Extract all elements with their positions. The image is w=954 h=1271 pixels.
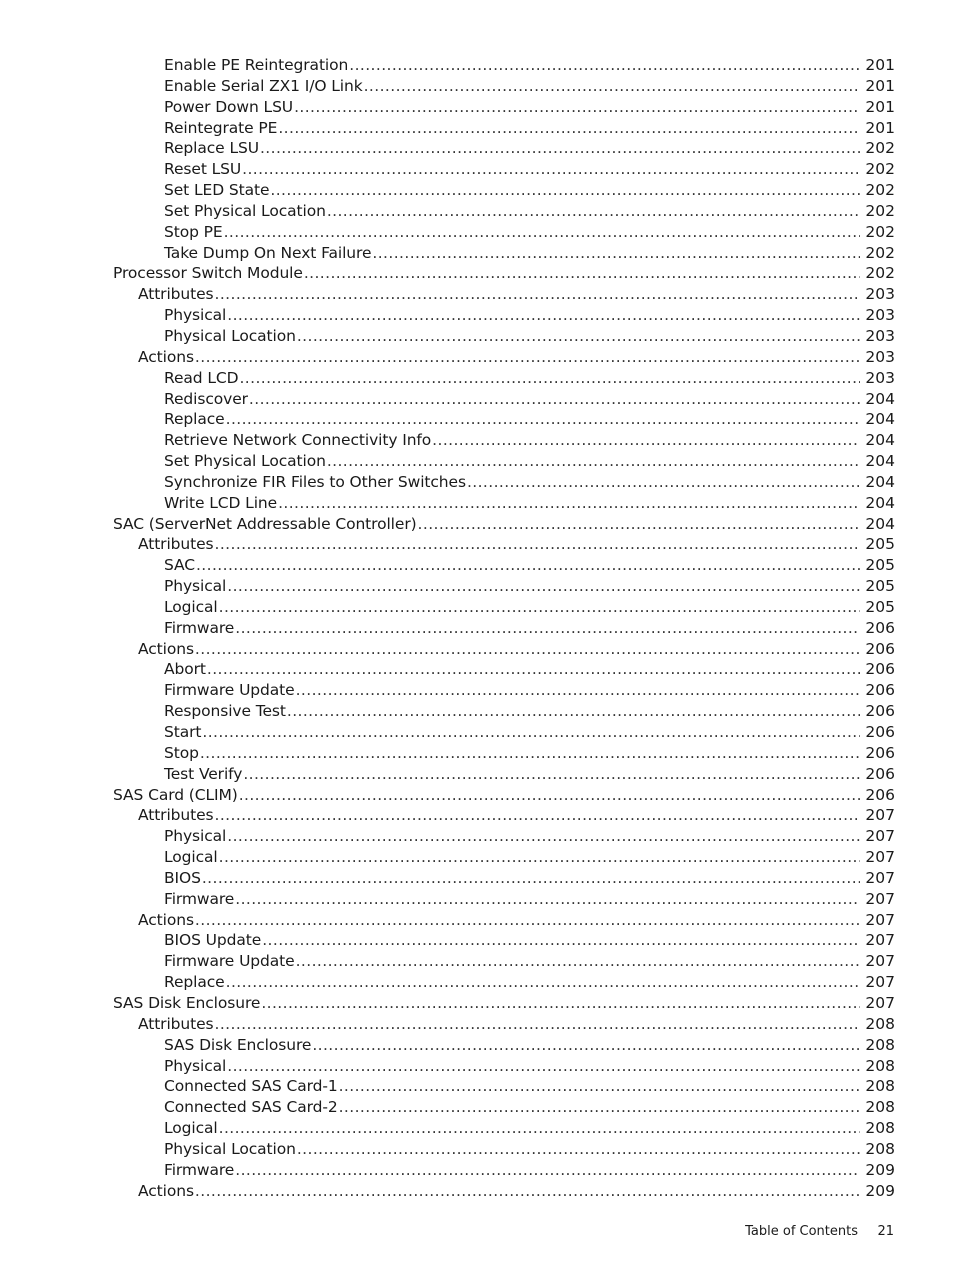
toc-entry-title: Set LED State <box>164 181 270 200</box>
toc-entry[interactable] <box>0 118 954 139</box>
toc-entry[interactable] <box>0 472 954 493</box>
toc-entry-page: 202 <box>865 139 895 158</box>
toc-entry[interactable] <box>0 659 954 680</box>
toc-entry-title: Logical <box>164 597 218 616</box>
toc-entry-title: Test Verify <box>164 764 243 783</box>
dot-leader <box>235 1160 860 1181</box>
toc-entry[interactable] <box>0 180 954 201</box>
toc-entry-page: 207 <box>865 993 895 1012</box>
toc-entry-page: 208 <box>865 1014 895 1033</box>
dot-leader <box>297 1139 860 1160</box>
dot-leader <box>239 368 860 389</box>
toc-entry-title: Rediscover <box>164 389 248 408</box>
dot-leader <box>239 785 860 806</box>
dot-leader <box>227 305 860 326</box>
dot-leader <box>312 1035 860 1056</box>
dot-leader <box>242 159 860 180</box>
toc-entry[interactable] <box>0 1097 954 1118</box>
toc-entry[interactable] <box>0 951 954 972</box>
toc-entry[interactable] <box>0 138 954 159</box>
dot-leader <box>339 1097 860 1118</box>
dot-leader <box>364 76 860 97</box>
toc-entry-page: 207 <box>865 868 895 887</box>
dot-leader <box>278 493 860 514</box>
toc-entry-title: Write LCD Line <box>164 493 278 512</box>
toc-entry[interactable] <box>0 639 954 660</box>
toc-entry[interactable] <box>0 389 954 410</box>
toc-entry[interactable] <box>0 1160 954 1181</box>
toc-entry-title: Physical Location <box>164 326 296 345</box>
toc-entry[interactable] <box>0 97 954 118</box>
toc-entry-page: 206 <box>865 681 895 700</box>
toc-entry-title: BIOS <box>164 868 201 887</box>
toc-entry-page: 209 <box>865 1160 895 1179</box>
toc-entry-title: Reintegrate PE <box>164 118 278 137</box>
toc-entry-page: 205 <box>865 535 895 554</box>
toc-entry[interactable] <box>0 493 954 514</box>
toc-entry-title: Attributes <box>138 535 214 554</box>
toc-entry-title: Read LCD <box>164 368 239 387</box>
toc-entry-title: Replace LSU <box>164 139 259 158</box>
dot-leader <box>227 826 860 847</box>
toc-entry-page: 206 <box>865 723 895 741</box>
toc-entry-title: Physical <box>164 306 227 325</box>
toc-entry-title: Firmware Update <box>164 952 295 971</box>
toc-entry-title: Set Physical Location <box>164 452 326 471</box>
toc-entry-page: 207 <box>865 806 895 825</box>
toc-entry-page: 206 <box>865 743 895 762</box>
toc-entry-page: 202 <box>865 264 895 283</box>
toc-entry-page: 207 <box>865 931 895 950</box>
toc-entry-page: 207 <box>865 973 895 992</box>
dot-leader <box>215 1014 860 1035</box>
dot-leader <box>207 659 860 680</box>
toc-entry-title: Replace <box>164 410 225 429</box>
toc-entry[interactable] <box>0 555 954 576</box>
toc-entry-page: 201 <box>865 97 895 116</box>
toc-entry-title: Physical <box>164 577 227 596</box>
toc-entry[interactable] <box>0 1076 954 1097</box>
dot-leader <box>294 97 860 118</box>
dot-leader <box>262 930 860 951</box>
dot-leader <box>215 534 860 555</box>
toc-entry[interactable] <box>0 76 954 97</box>
dot-leader <box>200 743 860 764</box>
dot-leader <box>297 326 860 347</box>
dot-leader <box>287 701 860 722</box>
toc-entry-page: 205 <box>865 597 895 616</box>
toc-entry[interactable] <box>0 868 954 889</box>
dot-leader <box>270 180 860 201</box>
dot-leader <box>227 1056 860 1077</box>
toc-entry-page: 208 <box>865 1098 895 1117</box>
dot-leader <box>432 430 860 451</box>
toc-entry-title: Firmware <box>164 889 235 908</box>
dot-leader <box>296 680 860 701</box>
toc-entry-title: Logical <box>164 1119 218 1138</box>
toc-entry[interactable] <box>0 930 954 951</box>
toc-entry-title: SAS Card (CLIM) <box>113 785 238 804</box>
toc-entry-page: 201 <box>865 56 895 74</box>
dot-leader <box>304 263 860 284</box>
toc-entry-page: 206 <box>865 702 895 721</box>
toc-entry-title: Synchronize FIR Files to Other Switches <box>164 472 466 491</box>
toc-entry-page: 206 <box>865 639 895 658</box>
toc-entry-title: Processor Switch Module <box>113 264 303 283</box>
toc-entry-page: 202 <box>865 201 895 220</box>
toc-entry[interactable] <box>0 451 954 472</box>
toc-entry-title: Physical Location <box>164 1139 296 1158</box>
toc-entry-page: 203 <box>865 347 895 366</box>
toc-entry-page: 207 <box>865 952 895 971</box>
dot-leader <box>235 618 860 639</box>
toc-entry-title: Firmware <box>164 1160 235 1179</box>
toc-entry[interactable] <box>0 305 954 326</box>
dot-leader <box>224 222 860 243</box>
toc-entry[interactable] <box>0 263 954 284</box>
toc-entry-page: 203 <box>865 306 895 325</box>
toc-entry-title: Power Down LSU <box>164 97 294 116</box>
dot-leader <box>296 951 860 972</box>
toc-entry[interactable] <box>0 1181 954 1202</box>
dot-leader <box>327 201 860 222</box>
toc-entry-title: Replace <box>164 973 225 992</box>
toc-entry[interactable] <box>0 284 954 305</box>
footer-page-number: 21 <box>877 1224 894 1239</box>
dot-leader <box>372 243 860 264</box>
dot-leader <box>339 1076 860 1097</box>
toc-entry-title: Reset LSU <box>164 160 242 179</box>
toc-entry-title: Actions <box>138 347 194 366</box>
dot-leader <box>467 472 860 493</box>
toc-entry-title: Attributes <box>138 1014 214 1033</box>
toc-entry-title: BIOS Update <box>164 931 262 950</box>
toc-entry-page: 204 <box>865 389 895 408</box>
toc-entry-page: 204 <box>865 493 895 512</box>
toc-entry[interactable] <box>0 1035 954 1056</box>
toc-entry-title: SAC <box>164 556 195 575</box>
toc-entry-title: Actions <box>138 910 194 929</box>
toc-entry-page: 201 <box>865 118 895 137</box>
toc-entry-page: 206 <box>865 764 895 783</box>
toc-entry-title: Retrieve Network Connectivity Info <box>164 431 432 450</box>
dot-leader <box>202 722 860 743</box>
toc-entry[interactable] <box>0 847 954 868</box>
toc-entry[interactable] <box>0 701 954 722</box>
toc-entry-page: 203 <box>865 285 895 304</box>
toc-entry-page: 201 <box>865 76 895 95</box>
toc-entry-page: 204 <box>865 514 895 533</box>
toc-entry[interactable] <box>0 785 954 806</box>
toc-entry-page: 202 <box>865 160 895 179</box>
toc-entry-page: 207 <box>865 827 895 846</box>
table-of-contents <box>0 55 954 1201</box>
toc-entry[interactable] <box>0 1118 954 1139</box>
toc-entry-page: 202 <box>865 222 895 241</box>
toc-entry-title: Start <box>164 723 202 741</box>
toc-entry[interactable] <box>0 368 954 389</box>
toc-entry-title: Attributes <box>138 806 214 825</box>
dot-leader <box>195 910 860 931</box>
dot-leader <box>227 576 860 597</box>
toc-entry-page: 208 <box>865 1139 895 1158</box>
toc-entry-title: Physical <box>164 1056 227 1075</box>
toc-entry-page: 204 <box>865 472 895 491</box>
toc-entry-title: Logical <box>164 848 218 867</box>
toc-entry[interactable] <box>0 347 954 368</box>
toc-entry-page: 208 <box>865 1035 895 1054</box>
toc-entry-page: 204 <box>865 452 895 471</box>
toc-entry[interactable] <box>0 409 954 430</box>
toc-entry-page: 203 <box>865 368 895 387</box>
toc-entry-title: Attributes <box>138 285 214 304</box>
toc-entry-title: Set Physical Location <box>164 201 326 220</box>
toc-entry[interactable] <box>0 222 954 243</box>
toc-entry[interactable] <box>0 993 954 1014</box>
toc-entry[interactable] <box>0 805 954 826</box>
toc-entry[interactable] <box>0 1139 954 1160</box>
toc-entry-title: Connected SAS Card-1 <box>164 1077 338 1096</box>
dot-leader <box>260 138 860 159</box>
toc-entry-title: Firmware <box>164 618 235 637</box>
toc-entry-title: SAS Disk Enclosure <box>164 1035 312 1054</box>
dot-leader <box>349 55 860 76</box>
dot-leader <box>226 409 860 430</box>
toc-entry[interactable] <box>0 910 954 931</box>
toc-entry[interactable] <box>0 722 954 743</box>
dot-leader <box>219 597 860 618</box>
dot-leader <box>195 639 860 660</box>
dot-leader <box>195 347 860 368</box>
toc-entry-page: 209 <box>865 1181 895 1200</box>
dot-leader <box>202 868 860 889</box>
footer-label: Table of Contents <box>745 1224 858 1239</box>
toc-entry-title: Actions <box>138 1181 194 1200</box>
toc-entry-page: 202 <box>865 243 895 262</box>
toc-entry[interactable] <box>0 826 954 847</box>
toc-entry-page: 203 <box>865 326 895 345</box>
dot-leader <box>215 805 860 826</box>
toc-entry-title: Actions <box>138 639 194 658</box>
toc-entry-title: Enable Serial ZX1 I/O Link <box>164 76 363 95</box>
toc-entry-page: 207 <box>865 910 895 929</box>
toc-entry[interactable] <box>0 159 954 180</box>
toc-entry-page: 207 <box>865 848 895 867</box>
toc-entry-title: Enable PE Reintegration <box>164 56 349 74</box>
toc-entry-page: 206 <box>865 618 895 637</box>
toc-entry-page: 208 <box>865 1119 895 1138</box>
dot-leader <box>195 1181 860 1202</box>
toc-entry-page: 207 <box>865 889 895 908</box>
toc-entry-page: 208 <box>865 1077 895 1096</box>
toc-entry-title: Take Dump On Next Failure <box>164 243 372 262</box>
toc-entry-title: Stop PE <box>164 222 223 241</box>
toc-entry-page: 208 <box>865 1056 895 1075</box>
dot-leader <box>235 889 860 910</box>
toc-entry[interactable] <box>0 55 954 76</box>
toc-entry-title: Stop <box>164 743 199 762</box>
toc-entry[interactable] <box>0 1014 954 1035</box>
toc-entry[interactable] <box>0 514 954 535</box>
toc-entry[interactable] <box>0 680 954 701</box>
dot-leader <box>215 284 860 305</box>
toc-entry-page: 202 <box>865 181 895 200</box>
toc-entry-title: SAS Disk Enclosure <box>113 993 261 1012</box>
toc-entry[interactable] <box>0 326 954 347</box>
dot-leader <box>226 972 860 993</box>
toc-entry[interactable] <box>0 764 954 785</box>
toc-entry[interactable] <box>0 618 954 639</box>
toc-entry-page: 204 <box>865 410 895 429</box>
toc-entry-title: Firmware Update <box>164 681 295 700</box>
dot-leader <box>278 118 860 139</box>
toc-entry[interactable] <box>0 430 954 451</box>
toc-entry-title: Abort <box>164 660 206 679</box>
toc-entry-page: 205 <box>865 577 895 596</box>
dot-leader <box>219 847 860 868</box>
dot-leader <box>219 1118 860 1139</box>
toc-entry-title: Physical <box>164 827 227 846</box>
dot-leader <box>418 514 860 535</box>
toc-entry[interactable] <box>0 534 954 555</box>
toc-entry-title: Connected SAS Card-2 <box>164 1098 338 1117</box>
toc-entry[interactable] <box>0 743 954 764</box>
toc-entry[interactable] <box>0 576 954 597</box>
toc-entry-title: SAC (ServerNet Addressable Controller) <box>113 514 417 533</box>
toc-entry-page: 205 <box>865 556 895 575</box>
dot-leader <box>196 555 860 576</box>
dot-leader <box>243 764 860 785</box>
toc-entry-page: 204 <box>865 431 895 450</box>
toc-entry[interactable] <box>0 243 954 264</box>
toc-entry[interactable] <box>0 972 954 993</box>
toc-entry-page: 206 <box>865 660 895 679</box>
toc-entry-title: Responsive Test <box>164 702 286 721</box>
dot-leader <box>261 993 860 1014</box>
toc-entry-page: 206 <box>865 785 895 804</box>
toc-entry[interactable] <box>0 597 954 618</box>
toc-entry[interactable] <box>0 201 954 222</box>
dot-leader <box>249 389 860 410</box>
dot-leader <box>327 451 860 472</box>
toc-entry[interactable] <box>0 889 954 910</box>
toc-entry[interactable] <box>0 1056 954 1077</box>
